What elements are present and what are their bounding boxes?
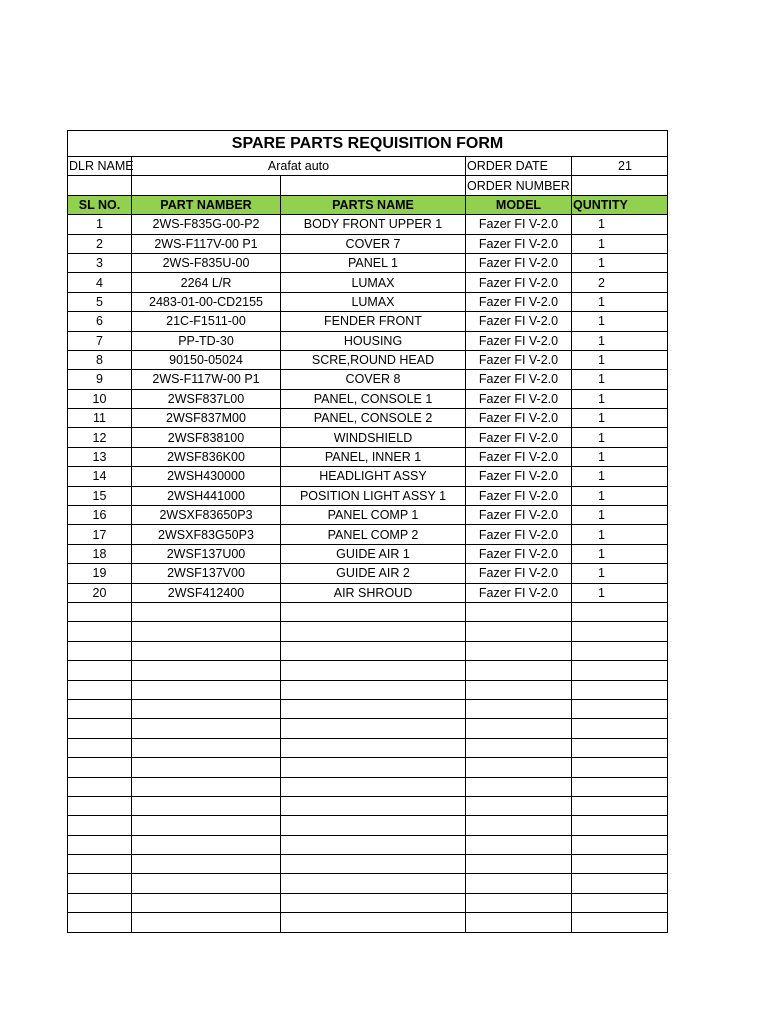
empty-row: [68, 816, 668, 835]
parts-name-cell[interactable]: GUIDE AIR 1: [281, 544, 466, 563]
part-number-cell[interactable]: 90150-05024: [132, 350, 281, 369]
empty-model-cell[interactable]: [466, 622, 572, 641]
blank-cell: [68, 176, 132, 195]
empty-parts-name-cell[interactable]: [281, 855, 466, 874]
empty-part-number-cell[interactable]: [132, 699, 281, 718]
sl-no-cell[interactable]: 17: [68, 525, 132, 544]
quantity-cell[interactable]: 1: [572, 506, 668, 525]
order-number-label: ORDER NUMBER: [466, 176, 572, 195]
model-cell[interactable]: Fazer FI V-2.0: [466, 486, 572, 505]
sl-no-cell[interactable]: 12: [68, 428, 132, 447]
title-row: [68, 131, 668, 157]
empty-sl-no-cell[interactable]: [68, 816, 132, 835]
empty-sl-no-cell[interactable]: [68, 699, 132, 718]
empty-model-cell[interactable]: [466, 661, 572, 680]
sl-no-cell[interactable]: 10: [68, 389, 132, 408]
empty-quantity-cell[interactable]: [572, 622, 668, 641]
parts-name-cell[interactable]: PANEL, INNER 1: [281, 447, 466, 466]
column-header-row: [68, 195, 668, 214]
empty-parts-name-cell[interactable]: [281, 622, 466, 641]
part-number-cell[interactable]: 2WSXF83650P3: [132, 506, 281, 525]
table-row: [68, 583, 668, 602]
parts-name-cell[interactable]: SCRE,ROUND HEAD: [281, 350, 466, 369]
empty-parts-name-cell[interactable]: [281, 680, 466, 699]
quantity-cell[interactable]: 1: [572, 389, 668, 408]
empty-row: [68, 777, 668, 796]
requisition-sheet: [67, 130, 632, 930]
dealer-row: [68, 157, 668, 176]
parts-name-cell[interactable]: PANEL 1: [281, 253, 466, 272]
empty-model-cell[interactable]: [466, 777, 572, 796]
dlr-name-label: DLR NAME: [68, 157, 132, 176]
table-row: [68, 292, 668, 311]
empty-part-number-cell[interactable]: [132, 777, 281, 796]
empty-row: [68, 602, 668, 621]
order-date-label: ORDER DATE: [466, 157, 572, 176]
model-cell[interactable]: Fazer FI V-2.0: [466, 331, 572, 350]
sl-no-cell[interactable]: 16: [68, 506, 132, 525]
empty-sl-no-cell[interactable]: [68, 719, 132, 738]
empty-quantity-cell[interactable]: [572, 835, 668, 854]
blank-cell: [132, 176, 281, 195]
model-cell[interactable]: Fazer FI V-2.0: [466, 525, 572, 544]
quantity-cell[interactable]: 1: [572, 215, 668, 234]
part-number-cell[interactable]: 2WSH430000: [132, 467, 281, 486]
empty-model-cell[interactable]: [466, 893, 572, 912]
model-cell[interactable]: Fazer FI V-2.0: [466, 273, 572, 292]
empty-parts-name-cell[interactable]: [281, 893, 466, 912]
empty-parts-name-cell[interactable]: [281, 699, 466, 718]
empty-row: [68, 738, 668, 757]
col-header-quantity: QUNTITY: [572, 195, 668, 214]
sl-no-cell[interactable]: 15: [68, 486, 132, 505]
col-header-parts-name: PARTS NAME: [281, 195, 466, 214]
part-number-cell[interactable]: 2WSF137V00: [132, 564, 281, 583]
empty-quantity-cell[interactable]: [572, 816, 668, 835]
sl-no-cell[interactable]: 4: [68, 273, 132, 292]
parts-name-cell[interactable]: AIR SHROUD: [281, 583, 466, 602]
sl-no-cell[interactable]: 8: [68, 350, 132, 369]
empty-parts-name-cell[interactable]: [281, 874, 466, 893]
empty-model-cell[interactable]: [466, 719, 572, 738]
part-number-cell[interactable]: 2WSF838100: [132, 428, 281, 447]
part-number-cell[interactable]: 2WSF836K00: [132, 447, 281, 466]
part-number-cell[interactable]: 2WSXF83G50P3: [132, 525, 281, 544]
empty-row: [68, 680, 668, 699]
sl-no-cell[interactable]: 11: [68, 409, 132, 428]
sl-no-cell[interactable]: 20: [68, 583, 132, 602]
sl-no-cell[interactable]: 14: [68, 467, 132, 486]
empty-row: [68, 855, 668, 874]
quantity-cell[interactable]: 1: [572, 350, 668, 369]
empty-sl-no-cell[interactable]: [68, 874, 132, 893]
sl-no-cell[interactable]: 18: [68, 544, 132, 563]
empty-sl-no-cell[interactable]: [68, 661, 132, 680]
part-number-cell[interactable]: 2WS-F835U-00: [132, 253, 281, 272]
form-title: SPARE PARTS REQUISITION FORM: [68, 131, 668, 157]
part-number-cell[interactable]: 2WS-F117W-00 P1: [132, 370, 281, 389]
empty-parts-name-cell[interactable]: [281, 777, 466, 796]
table-row: [68, 428, 668, 447]
sl-no-cell[interactable]: 13: [68, 447, 132, 466]
empty-model-cell[interactable]: [466, 738, 572, 757]
parts-name-cell[interactable]: POSITION LIGHT ASSY 1: [281, 486, 466, 505]
empty-part-number-cell[interactable]: [132, 738, 281, 757]
quantity-cell[interactable]: 1: [572, 544, 668, 563]
empty-parts-name-cell[interactable]: [281, 758, 466, 777]
empty-part-number-cell[interactable]: [132, 874, 281, 893]
empty-model-cell[interactable]: [466, 796, 572, 815]
part-number-cell[interactable]: PP-TD-30: [132, 331, 281, 350]
quantity-cell[interactable]: 2: [572, 273, 668, 292]
quantity-cell[interactable]: 1: [572, 292, 668, 311]
model-cell[interactable]: Fazer FI V-2.0: [466, 292, 572, 311]
model-cell[interactable]: Fazer FI V-2.0: [466, 389, 572, 408]
empty-row: [68, 796, 668, 815]
empty-row: [68, 622, 668, 641]
table-row: [68, 312, 668, 331]
empty-model-cell[interactable]: [466, 855, 572, 874]
empty-sl-no-cell[interactable]: [68, 622, 132, 641]
sl-no-cell[interactable]: 9: [68, 370, 132, 389]
part-number-cell[interactable]: 2483-01-00-CD2155: [132, 292, 281, 311]
empty-sl-no-cell[interactable]: [68, 835, 132, 854]
parts-name-cell[interactable]: BODY FRONT UPPER 1: [281, 215, 466, 234]
sl-no-cell[interactable]: 5: [68, 292, 132, 311]
empty-row: [68, 699, 668, 718]
order-number-value[interactable]: [572, 176, 668, 195]
empty-row: [68, 719, 668, 738]
part-number-cell[interactable]: 2WS-F117V-00 P1: [132, 234, 281, 253]
model-cell[interactable]: Fazer FI V-2.0: [466, 428, 572, 447]
model-cell[interactable]: Fazer FI V-2.0: [466, 215, 572, 234]
empty-model-cell[interactable]: [466, 835, 572, 854]
empty-parts-name-cell[interactable]: [281, 913, 466, 932]
quantity-cell[interactable]: 1: [572, 253, 668, 272]
empty-quantity-cell[interactable]: [572, 602, 668, 621]
empty-sl-no-cell[interactable]: [68, 855, 132, 874]
table-row: [68, 486, 668, 505]
empty-quantity-cell[interactable]: [572, 719, 668, 738]
empty-model-cell[interactable]: [466, 816, 572, 835]
empty-row: [68, 893, 668, 912]
table-row: [68, 525, 668, 544]
model-cell[interactable]: Fazer FI V-2.0: [466, 409, 572, 428]
empty-parts-name-cell[interactable]: [281, 641, 466, 660]
sl-no-cell[interactable]: 7: [68, 331, 132, 350]
quantity-cell[interactable]: 1: [572, 370, 668, 389]
model-cell[interactable]: Fazer FI V-2.0: [466, 583, 572, 602]
empty-parts-name-cell[interactable]: [281, 738, 466, 757]
empty-model-cell[interactable]: [466, 680, 572, 699]
empty-part-number-cell[interactable]: [132, 835, 281, 854]
empty-quantity-cell[interactable]: [572, 796, 668, 815]
table-row: [68, 350, 668, 369]
quantity-cell[interactable]: 1: [572, 428, 668, 447]
parts-name-cell[interactable]: LUMAX: [281, 273, 466, 292]
parts-name-cell[interactable]: PANEL COMP 1: [281, 506, 466, 525]
quantity-cell[interactable]: 1: [572, 486, 668, 505]
sl-no-cell[interactable]: 6: [68, 312, 132, 331]
sl-no-cell[interactable]: 2: [68, 234, 132, 253]
parts-name-cell[interactable]: PANEL COMP 2: [281, 525, 466, 544]
quantity-cell[interactable]: 1: [572, 525, 668, 544]
empty-model-cell[interactable]: [466, 874, 572, 893]
empty-row: [68, 758, 668, 777]
model-cell[interactable]: Fazer FI V-2.0: [466, 312, 572, 331]
empty-row: [68, 661, 668, 680]
quantity-cell[interactable]: 1: [572, 564, 668, 583]
parts-name-cell[interactable]: WINDSHIELD: [281, 428, 466, 447]
part-number-cell[interactable]: 2WSH441000: [132, 486, 281, 505]
empty-row: [68, 913, 668, 932]
empty-part-number-cell[interactable]: [132, 719, 281, 738]
empty-model-cell[interactable]: [466, 913, 572, 932]
empty-quantity-cell[interactable]: [572, 680, 668, 699]
parts-name-cell[interactable]: FENDER FRONT: [281, 312, 466, 331]
empty-sl-no-cell[interactable]: [68, 913, 132, 932]
quantity-cell[interactable]: 1: [572, 583, 668, 602]
part-number-cell[interactable]: 2WSF137U00: [132, 544, 281, 563]
empty-quantity-cell[interactable]: [572, 913, 668, 932]
order-number-row: [68, 176, 668, 195]
table-row: [68, 389, 668, 408]
dlr-name-value[interactable]: Arafat auto: [132, 157, 466, 176]
table-row: [68, 564, 668, 583]
empty-part-number-cell[interactable]: [132, 816, 281, 835]
empty-quantity-cell[interactable]: [572, 699, 668, 718]
model-cell[interactable]: Fazer FI V-2.0: [466, 350, 572, 369]
order-date-value[interactable]: 21: [572, 157, 668, 176]
parts-name-cell[interactable]: PANEL, CONSOLE 2: [281, 409, 466, 428]
table-row: [68, 273, 668, 292]
empty-quantity-cell[interactable]: [572, 758, 668, 777]
model-cell[interactable]: Fazer FI V-2.0: [466, 544, 572, 563]
empty-sl-no-cell[interactable]: [68, 893, 132, 912]
empty-row: [68, 641, 668, 660]
quantity-cell[interactable]: 1: [572, 234, 668, 253]
table-row: [68, 370, 668, 389]
empty-part-number-cell[interactable]: [132, 680, 281, 699]
empty-quantity-cell[interactable]: [572, 874, 668, 893]
col-header-model: MODEL: [466, 195, 572, 214]
empty-part-number-cell[interactable]: [132, 661, 281, 680]
parts-name-cell[interactable]: GUIDE AIR 2: [281, 564, 466, 583]
empty-part-number-cell[interactable]: [132, 893, 281, 912]
empty-sl-no-cell[interactable]: [68, 602, 132, 621]
quantity-cell[interactable]: 1: [572, 331, 668, 350]
parts-name-cell[interactable]: HEADLIGHT ASSY: [281, 467, 466, 486]
model-cell[interactable]: Fazer FI V-2.0: [466, 564, 572, 583]
model-cell[interactable]: Fazer FI V-2.0: [466, 467, 572, 486]
empty-parts-name-cell[interactable]: [281, 602, 466, 621]
table-row: [68, 409, 668, 428]
empty-parts-name-cell[interactable]: [281, 796, 466, 815]
quantity-cell[interactable]: 1: [572, 447, 668, 466]
parts-name-cell[interactable]: COVER 8: [281, 370, 466, 389]
empty-model-cell[interactable]: [466, 699, 572, 718]
model-cell[interactable]: Fazer FI V-2.0: [466, 253, 572, 272]
model-cell[interactable]: Fazer FI V-2.0: [466, 234, 572, 253]
empty-model-cell[interactable]: [466, 641, 572, 660]
part-number-cell[interactable]: 2WSF837M00: [132, 409, 281, 428]
empty-sl-no-cell[interactable]: [68, 641, 132, 660]
empty-parts-name-cell[interactable]: [281, 835, 466, 854]
empty-part-number-cell[interactable]: [132, 796, 281, 815]
parts-name-cell[interactable]: HOUSING: [281, 331, 466, 350]
requisition-table: [67, 130, 668, 933]
parts-name-cell[interactable]: PANEL, CONSOLE 1: [281, 389, 466, 408]
empty-quantity-cell[interactable]: [572, 738, 668, 757]
sl-no-cell[interactable]: 19: [68, 564, 132, 583]
parts-name-cell[interactable]: COVER 7: [281, 234, 466, 253]
parts-name-cell[interactable]: LUMAX: [281, 292, 466, 311]
empty-parts-name-cell[interactable]: [281, 719, 466, 738]
part-number-cell[interactable]: 2264 L/R: [132, 273, 281, 292]
quantity-cell[interactable]: 1: [572, 409, 668, 428]
col-header-part-number: PART NAMBER: [132, 195, 281, 214]
empty-part-number-cell[interactable]: [132, 913, 281, 932]
model-cell[interactable]: Fazer FI V-2.0: [466, 506, 572, 525]
empty-part-number-cell[interactable]: [132, 855, 281, 874]
table-row: [68, 467, 668, 486]
part-number-cell[interactable]: 2WSF837L00: [132, 389, 281, 408]
empty-quantity-cell[interactable]: [572, 893, 668, 912]
blank-cell: [281, 176, 466, 195]
empty-parts-name-cell[interactable]: [281, 661, 466, 680]
table-row: [68, 506, 668, 525]
model-cell[interactable]: Fazer FI V-2.0: [466, 447, 572, 466]
empty-part-number-cell[interactable]: [132, 622, 281, 641]
table-row: [68, 215, 668, 234]
quantity-cell[interactable]: 1: [572, 467, 668, 486]
model-cell[interactable]: Fazer FI V-2.0: [466, 370, 572, 389]
empty-row: [68, 835, 668, 854]
sl-no-cell[interactable]: 3: [68, 253, 132, 272]
empty-quantity-cell[interactable]: [572, 777, 668, 796]
empty-sl-no-cell[interactable]: [68, 777, 132, 796]
col-header-sl-no: SL NO.: [68, 195, 132, 214]
empty-model-cell[interactable]: [466, 602, 572, 621]
empty-sl-no-cell[interactable]: [68, 758, 132, 777]
empty-part-number-cell[interactable]: [132, 758, 281, 777]
table-row: [68, 447, 668, 466]
empty-sl-no-cell[interactable]: [68, 738, 132, 757]
empty-row: [68, 874, 668, 893]
empty-part-number-cell[interactable]: [132, 641, 281, 660]
empty-quantity-cell[interactable]: [572, 855, 668, 874]
empty-sl-no-cell[interactable]: [68, 680, 132, 699]
empty-sl-no-cell[interactable]: [68, 796, 132, 815]
empty-part-number-cell[interactable]: [132, 602, 281, 621]
quantity-cell[interactable]: 1: [572, 312, 668, 331]
table-row: [68, 234, 668, 253]
sl-no-cell[interactable]: 1: [68, 215, 132, 234]
empty-model-cell[interactable]: [466, 758, 572, 777]
part-number-cell[interactable]: 2WSF412400: [132, 583, 281, 602]
table-row: [68, 253, 668, 272]
table-row: [68, 331, 668, 350]
part-number-cell[interactable]: 2WS-F835G-00-P2: [132, 215, 281, 234]
part-number-cell[interactable]: 21C-F1511-00: [132, 312, 281, 331]
table-row: [68, 544, 668, 563]
empty-quantity-cell[interactable]: [572, 661, 668, 680]
empty-quantity-cell[interactable]: [572, 641, 668, 660]
empty-parts-name-cell[interactable]: [281, 816, 466, 835]
